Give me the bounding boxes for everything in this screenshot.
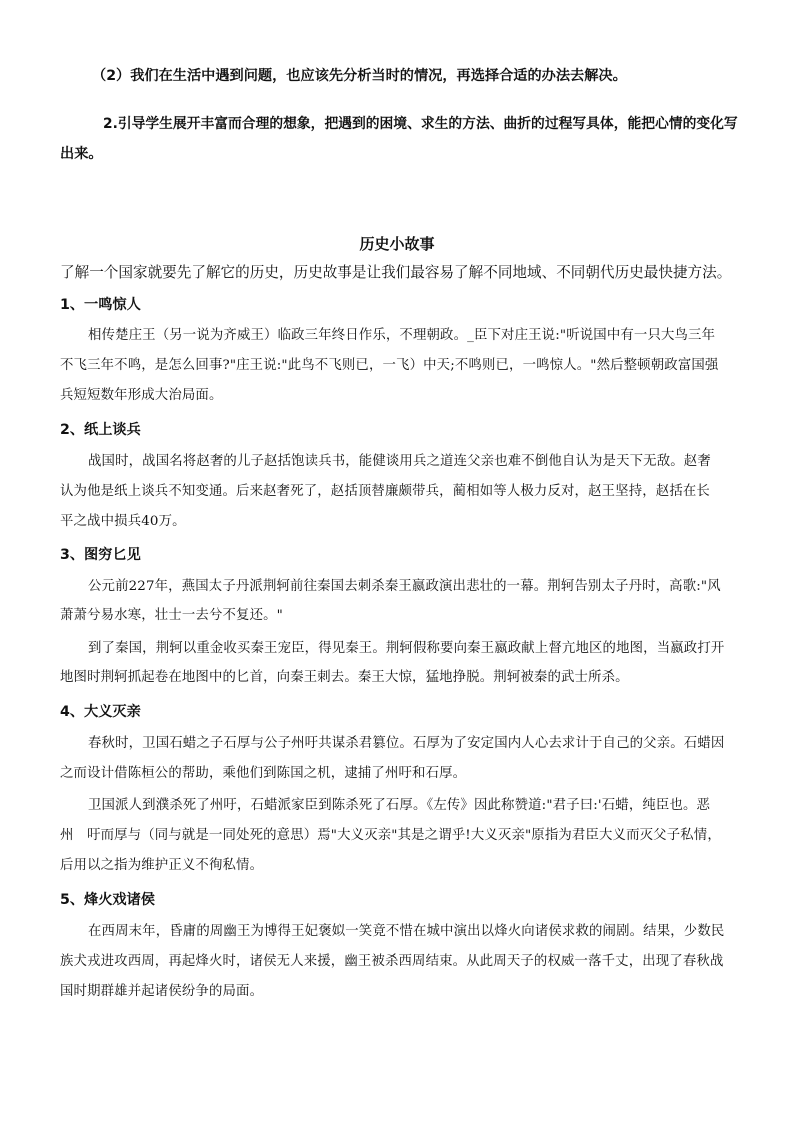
story-text-line: 认为他是纸上谈兵不知变通。后来赵奢死了，赵括顶替廉颇带兵，蔺相如等人极力反对，赵王坚持，赵括在长: [60, 484, 710, 499]
story-heading: 2、纸上谈兵: [60, 422, 141, 438]
section-title: 历史小故事: [359, 235, 435, 253]
story-text-line: 战国时，战国名将赵奢的儿子赵括饱读兵书，能健谈用兵之道连父亲也难不倒他自认为是天下无敌。赵奢: [88, 454, 711, 469]
story-text-line: 后用以之指为维护正义不徇私情。: [60, 858, 264, 873]
story-text-line: 公元前227年，燕国太子丹派荆轲前往秦国去刺杀秦王嬴政演出悲壮的一幕。荆轲告别太子丹时，高歌:"风: [88, 579, 721, 594]
story-text-line: 相传楚庄王（另一说为齐威王）临政三年终日作乐，不理朝政。_臣下对庄王说:"听说国中有一只大鸟三年: [88, 328, 716, 343]
story-text-line: 到了秦国，荆轲以重金收买秦王宠臣，得见秦王。荆轲假称要向秦王嬴政献上督亢地区的地图，当嬴政打开: [88, 641, 725, 656]
story-text-line: 国时期群雄并起诸侯纷争的局面。: [60, 984, 264, 999]
story-heading: 1、一鸣惊人: [60, 297, 141, 313]
story-heading: 5、烽火戏诸侯: [60, 892, 155, 908]
story-text-line: 之而设计借陈桓公的帮助，乘他们到陈国之机，逮捕了州吁和石厚。: [60, 766, 467, 781]
story-heading: 3、图穷匕见: [60, 547, 141, 563]
story-text-line: 萧萧兮易水寒，壮士一去兮不复还。": [60, 608, 283, 623]
story-text-line: 卫国派人到濮杀死了州吁，石蜡派家臣到陈杀死了石厚。《左传》因此称赞道:"君子曰:'石蜡，纯臣也。恶: [88, 798, 711, 813]
story-text-line: 州 吁而厚与（同与就是一同处死的意思）焉"大义灭亲"其是之谓乎!大义灭亲"原指为君臣大义而灭父子私情，: [60, 828, 721, 843]
paragraph-problem-solving: （2）我们在生活中遇到问题，也应该先分析当时的情况，再选择合适的办法去解决。: [92, 68, 627, 84]
story-text-line: 地图时荆轲抓起卷在地图中的匕首，向秦王刺去。秦王大惊，猛地挣脱。荆轲被秦的武士所杀。: [60, 670, 629, 685]
paragraph-imagination-line1: 2.引导学生展开丰富而合理的想象，把遇到的困境、求生的方法、曲折的过程写具体，能把心情的变化写: [103, 116, 738, 132]
story-text-line: 春秋时，卫国石蜡之子石厚与公子州吁共谋杀君篡位。石厚为了安定国内人心去求计于自己的父亲。石蜡因: [88, 736, 725, 751]
paragraph-imagination-line2: 出来。: [60, 146, 103, 162]
story-text-line: 不飞三年不鸣，是怎么回事?"庄王说:"此鸟不飞则已，一飞）中天;不鸣则已，一鸣惊人。"然后整顿朝政富国强: [60, 358, 719, 373]
story-text-line: 在西周末年，昏庸的周幽王为博得王妃褒姒一笑竟不惜在城中演出以烽火向诸侯求救的闹剧。结果，少数民: [88, 924, 725, 939]
story-text-line: 兵短短数年形成大治局面。: [60, 388, 223, 403]
section-intro: 了解一个国家就要先了解它的历史，历史故事是让我们最容易了解不同地域、不同朝代历史最快捷方法。: [60, 264, 732, 281]
story-heading: 4、大义灭亲: [60, 704, 141, 720]
story-text-line: 族犬戎进攻西周，再起烽火时，诸侯无人来援，幽王被杀西周结束。从此周天子的权威一落千丈，出现了春秋战: [60, 954, 724, 969]
story-text-line: 平之战中损兵40万。: [60, 514, 186, 529]
